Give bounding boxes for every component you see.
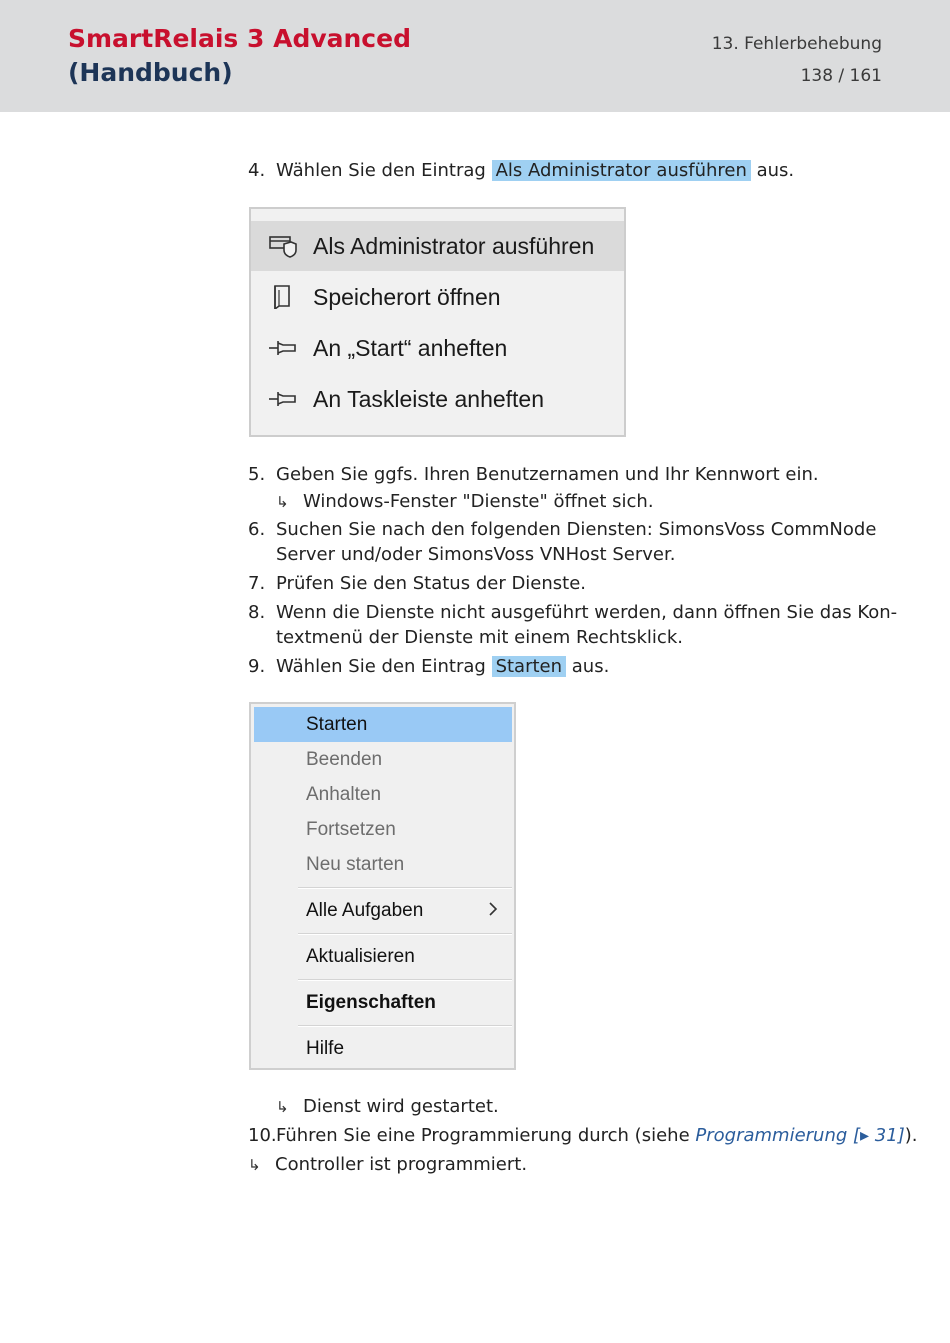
header-meta xyxy=(712,28,882,92)
menu-item-resume xyxy=(254,812,512,847)
menu-item-label: An „Start“ anheften xyxy=(313,335,508,361)
document-title-line2: (Handbuch) xyxy=(68,58,233,87)
link-arrow-icon: ▸ xyxy=(860,1125,870,1146)
step-text-end: aus. xyxy=(756,160,795,181)
menu-item-start[interactable] xyxy=(254,707,512,742)
menu-item-label: Anhalten xyxy=(306,784,382,805)
document-title xyxy=(68,22,411,90)
step-number: 7. xyxy=(248,573,266,594)
step-text-end: aus. xyxy=(571,656,610,677)
menu-item-properties[interactable] xyxy=(254,985,512,1020)
menu-item-label: Hilfe xyxy=(306,1038,345,1059)
step-9-result xyxy=(276,1094,499,1120)
step-text: Wählen Sie den Eintrag xyxy=(276,656,486,677)
menu-item-label: Beenden xyxy=(306,749,383,770)
context-menu-service xyxy=(249,702,516,1070)
result-text: Windows-Fenster "Dienste" öffnet sich. xyxy=(303,491,654,512)
step-text-line1: Suchen Sie nach den folgenden Diensten: SimonsVoss CommNode xyxy=(276,519,877,540)
step-text: Prüfen Sie den Status der Dienste. xyxy=(276,573,587,594)
step-number: 9. xyxy=(248,656,266,677)
menu-item-label: Starten xyxy=(306,714,368,735)
cross-reference-link[interactable]: Programmierung [▸ 31] xyxy=(695,1125,905,1146)
menu-item-label: Eigenschaften xyxy=(306,992,436,1013)
pin-icon xyxy=(269,387,297,411)
step-number: 10. xyxy=(248,1125,277,1146)
ui-term-highlight: Starten xyxy=(492,656,566,677)
menu-separator xyxy=(298,979,512,981)
menu-item-restart xyxy=(254,847,512,882)
step-text-line2: textmenü der Dienste mit einem Rechtsklick. xyxy=(276,627,683,648)
step-5-result xyxy=(276,489,654,515)
step-number: 6. xyxy=(248,519,266,540)
menu-item-pin-taskbar[interactable] xyxy=(251,374,624,424)
result-arrow-icon: ↳ xyxy=(276,493,289,511)
step-text-end: ). xyxy=(904,1125,918,1146)
menu-item-pin-start[interactable] xyxy=(251,323,624,373)
folder-location-icon xyxy=(269,285,297,309)
result-arrow-icon: ↳ xyxy=(276,1098,289,1116)
step-text-line2: Server und/oder SimonsVoss VNHost Server. xyxy=(276,544,676,565)
menu-separator xyxy=(298,933,512,935)
step-text: Wählen Sie den Eintrag xyxy=(276,160,486,181)
menu-item-open-location[interactable] xyxy=(251,272,624,322)
menu-item-label: Fortsetzen xyxy=(306,819,396,840)
menu-item-label: Als Administrator ausführen xyxy=(313,233,595,259)
shield-admin-icon xyxy=(269,234,297,258)
page-header xyxy=(0,0,950,112)
menu-item-help[interactable] xyxy=(254,1031,512,1066)
menu-item-all-tasks[interactable] xyxy=(254,893,512,928)
step-text: Geben Sie ggfs. Ihren Benutzernamen und Ihr Kennwort ein. xyxy=(276,464,819,485)
page-number: 138 / 161 xyxy=(800,66,882,86)
step-text: Führen Sie eine Programmierung durch (siehe xyxy=(276,1125,690,1146)
chapter-title: 13. Fehlerbehebung xyxy=(711,34,882,54)
menu-item-label: Alle Aufgaben xyxy=(306,900,424,921)
pin-icon xyxy=(269,336,297,360)
document-title-line1: SmartRelais 3 Advanced xyxy=(68,24,411,53)
chevron-right-icon xyxy=(488,902,498,916)
menu-item-label: Neu starten xyxy=(306,854,405,875)
result-text: Controller ist programmiert. xyxy=(275,1154,528,1175)
menu-item-stop xyxy=(254,742,512,777)
menu-item-pause xyxy=(254,777,512,812)
result-arrow-icon: ↳ xyxy=(248,1156,261,1174)
menu-item-run-as-admin[interactable] xyxy=(251,221,624,271)
context-menu-program xyxy=(249,207,626,437)
menu-item-label: Speicherort öffnen xyxy=(313,284,501,310)
step-number: 4. xyxy=(248,160,266,181)
menu-item-label: An Taskleiste anheften xyxy=(313,386,545,412)
menu-separator xyxy=(298,887,512,889)
menu-item-label: Aktualisieren xyxy=(306,946,415,967)
result-text: Dienst wird gestartet. xyxy=(303,1096,499,1117)
final-result xyxy=(248,1152,527,1178)
menu-item-refresh[interactable] xyxy=(254,939,512,974)
step-number: 5. xyxy=(248,464,266,485)
ui-term-highlight: Als Administrator ausführen xyxy=(492,160,751,181)
step-number: 8. xyxy=(248,602,266,623)
step-text-line1: Wenn die Dienste nicht ausgeführt werden, dann öffnen Sie das Kon- xyxy=(276,602,898,623)
menu-separator xyxy=(298,1025,512,1027)
